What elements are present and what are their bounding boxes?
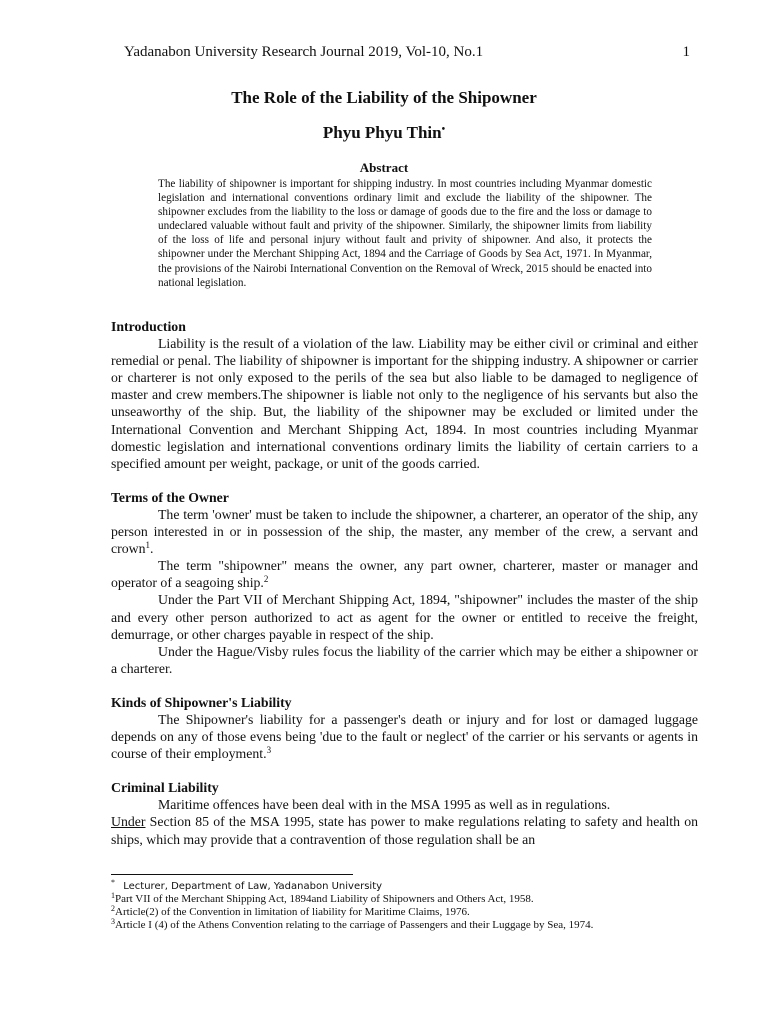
author-name: Phyu Phyu Thin — [322, 123, 442, 142]
footnotes — [111, 880, 698, 932]
footnote-author — [111, 880, 698, 893]
introduction-heading: Introduction — [111, 319, 186, 334]
introduction-paragraph: Liability is the result of a violation of the law. Liability may be either civil or criminal and either remedial or penal. The liability of shipowner is important for the shipping industry. A shipowner or carrier or charterer is not only exposed to the perils of the sea but also liable to be damaged to negligence of master and crew members.The shipowner is liable not only to the negligence of his servants but also the unseaworthy of the ship. But, the liability of the shipowner may be excluded or limited under the International Convention and Merchant Shipping Act, 1894. In most countries including Myanmar domestic legislation and international conventions ordinary limits the liability of certain carriers to a specified amount per weight, package, or unit of the goods carried. — [111, 336, 698, 471]
abstract-heading: Abstract — [359, 160, 409, 175]
footnote-1 — [111, 893, 698, 906]
paper-title: The Role of the Liability of the Shipowner — [231, 88, 537, 107]
criminal-paragraph-1: Maritime offences have been deal with in the MSA 1995 as well as in regulations. — [158, 797, 611, 813]
footnote-2-mark: 2 — [111, 904, 115, 913]
footnote-2-text: Article(2) of the Convention in limitation of liability for Maritime Claims, 1976. — [115, 906, 470, 918]
page-number: 1 — [682, 44, 690, 60]
footnote-3 — [111, 919, 698, 932]
footnote-author-text: Lecturer, Department of Law, Yadanabon University — [123, 881, 383, 892]
author-line — [0, 123, 768, 143]
footnote-1-mark: 1 — [111, 891, 115, 900]
footnote-divider — [111, 874, 353, 875]
criminal-heading: Criminal Liability — [111, 780, 219, 796]
terms-paragraph-1-end: . — [149, 541, 154, 557]
section-gap — [111, 472, 698, 489]
terms-paragraph-1 — [111, 506, 698, 557]
kinds-heading: Kinds of Shipowner's Liability — [111, 694, 292, 710]
terms-paragraph-2-text: The term "shipowner" means the owner, any part owner, charterer, master or manager and operator of a seagoing ship. — [111, 558, 698, 591]
footnote-1-text: Part VII of the Merchant Shipping Act, 1894and Liability of Shipowners and Others Act, 1958. — [115, 893, 534, 905]
footnote-3-text: Article I (4) of the Athens Convention relating to the carriage of Passengers and their Luggage by Sea, 1974. — [115, 919, 594, 931]
footnote-3-mark: 3 — [111, 917, 115, 926]
criminal-paragraph-2 — [111, 813, 698, 847]
footnote-ref-1: 1 — [145, 540, 150, 551]
running-header — [124, 43, 690, 61]
abstract-text: The liability of shipowner is important for shipping industry. In most countries including Myanmar domestic legislation and international conventions ordinary limit and exclude the liability of the shipowner. The shipowner excludes from the liability to the loss or damage of goods due to the fire and the loss or damage to undeclared valuable without fault and privity of the shipowner. Similarly, the shipowner limits from liability of the loss of life and personal injury without fault and privity of shipowner. And also, it protects the shipowner under the Merchant Shipping Act, 1894 and the Carriage of Goods by Sea Act, 1971. In Myanmar, the provisions of the Nairobi International Convention on the Removal of Wreck, 2015 should be enacted into national legislation. — [158, 178, 652, 289]
terms-paragraph-1-text: The term 'owner' must be taken to include the shipowner, a charterer, an operator of the ship, any person interested in or in possession of the ship, the master, any member of the crew, a servant and crown — [111, 506, 698, 557]
journal-name: Yadanabon University Research Journal 2019, Vol-10, No.1 — [124, 44, 484, 60]
terms-heading: Terms of the Owner — [111, 489, 229, 505]
kinds-paragraph-text: The Shipowner's liability for a passenger's death or injury and for lost or damaged luggage depends on any of those evens being 'due to the fault or neglect' of the carrier or his servants or agents in course of their employment. — [111, 711, 698, 762]
terms-paragraph-3: Under the Part VII of Merchant Shipping Act, 1894, "shipowner" includes the master of the ship and every other person authorized to act as agent for the owner or entitled to receive the freight, demurrage, or other charges payable in respect of the ship. — [111, 592, 698, 642]
footnote-2 — [111, 906, 698, 919]
footnote-ref-2: 2 — [263, 574, 269, 585]
kinds-paragraph — [111, 711, 698, 762]
section-gap — [111, 762, 698, 779]
underlined-word: Under — [111, 814, 146, 830]
section-gap — [111, 677, 698, 694]
terms-paragraph-2 — [111, 557, 698, 591]
terms-paragraph-4: Under the Hague/Visby rules focus the liability of the carrier which may be either a shipowner or a charterer. — [111, 643, 698, 676]
author-footnote-mark: • — [441, 124, 446, 135]
footnote-author-mark: * — [111, 878, 115, 887]
footnote-ref-3: 3 — [266, 745, 272, 756]
main-body — [111, 318, 698, 848]
criminal-paragraph-2-text: Section 85 of the MSA 1995, state has power to make regulations relating to safety and health on ships, which may provide that a contravention of those regulation shall be an — [111, 814, 698, 847]
